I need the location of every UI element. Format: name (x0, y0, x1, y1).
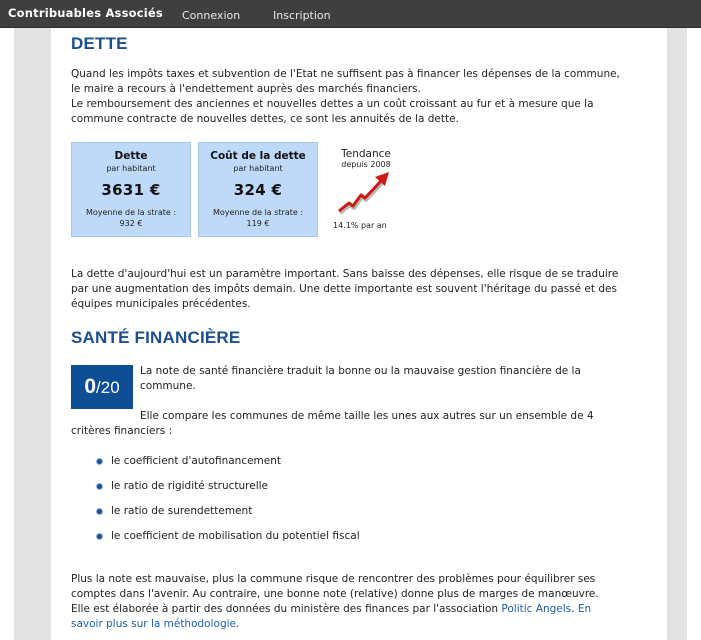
nav-connexion-link[interactable]: Connexion (182, 9, 241, 22)
card-title: Dette (114, 150, 148, 162)
dette-intro-line: Le remboursement des anciennes et nouvelles dettes a un coût croissant au fur et à mesure que la (71, 98, 594, 110)
dette-outro-line: par une augmentation des impôts demain. Une dette importante est souvent l'héritage du passé et des (71, 283, 617, 295)
bullet-icon (96, 508, 103, 515)
sante-compare-line2: critères financiers : (71, 425, 173, 437)
nav-inscription-link[interactable]: Inscription (273, 9, 331, 22)
dette-outro-line: équipes municipales précédentes. (71, 298, 251, 310)
card-subtitle: par habitant (233, 164, 283, 173)
footer-line: comptes dans l'avenir. Au contraire, une bonne note (relative) donne plus de marges de manœuvre. (71, 588, 599, 600)
score-value: 0 (84, 375, 97, 398)
footer-trailing: . (236, 618, 240, 630)
card-value: 324 € (233, 181, 283, 199)
dette-intro (71, 67, 661, 127)
tendance-subtitle: depuis 2008 (341, 160, 391, 169)
bullet-icon (96, 458, 103, 465)
footer-line: Elle est élaborée à partir des données du ministère des finances par l'association (71, 603, 502, 615)
footer-line-with-links (71, 602, 663, 617)
criteria-item: le ratio de surendettement (111, 505, 253, 517)
tendance-value: 14.1% par an (333, 221, 387, 230)
left-margin (0, 28, 14, 640)
methodology-link[interactable]: savoir plus sur la méthodologie (71, 618, 236, 630)
tendance-title: Tendance (341, 148, 391, 160)
bullet-icon (96, 483, 103, 490)
sante-desc-line: La note de santé financière traduit la bonne ou la mauvaise gestion financière de la (140, 365, 581, 377)
dette-outro-line: La dette d'aujourd'hui est un paramètre important. Sans baisse des dépenses, elle risque de se traduire (71, 268, 619, 280)
score-max: /20 (96, 378, 120, 397)
criteria-item: le ratio de rigidité structurelle (111, 480, 268, 492)
dette-intro-line: le maire a recours à l'endettement auprès des marchés financiers. (71, 83, 421, 95)
sante-description (140, 364, 660, 394)
methodology-link-part1[interactable]: En (577, 603, 592, 615)
right-margin (687, 28, 701, 640)
sante-footer (71, 572, 663, 632)
right-gutter (667, 28, 687, 640)
sante-desc-line: commune. (140, 380, 196, 392)
card-average-value: 932 € (119, 219, 143, 228)
card-title: Coût de la dette (210, 150, 306, 162)
score-badge (71, 365, 133, 409)
site-logo-text[interactable]: Contribuables Associés (8, 6, 163, 20)
card-value: 3631 € (101, 181, 161, 199)
section-title-dette: DETTE (71, 34, 128, 53)
sante-compare-line1: Elle compare les communes de même taille les unes aux autres sur un ensemble de 4 (140, 410, 594, 422)
criteria-item: le coefficient de mobilisation du potentiel fiscal (111, 530, 360, 542)
main-content (51, 28, 667, 640)
trend-up-arrow-icon (335, 169, 401, 215)
card-average-value: 119 € (246, 219, 270, 228)
dette-par-habitant-card (71, 142, 191, 237)
dette-intro-line: commune contracte de nouvelles dettes, ce sont les annuités de la dette. (71, 113, 459, 125)
section-title-sante: SANTÉ FINANCIÈRE (71, 328, 241, 347)
footer-line: Plus la note est mauvaise, plus la commune risque de rencontrer des problèmes pour équilibrer ses (71, 573, 596, 585)
card-average-label: Moyenne de la strate : (212, 208, 304, 217)
footer-line-link (71, 617, 663, 632)
footer-trailing: . (571, 603, 575, 615)
dette-outro (71, 267, 661, 312)
dette-intro-line: Quand les impôts taxes et subvention de l'Etat ne suffisent pas à financer les dépenses de la commune, (71, 68, 620, 80)
cout-dette-card (198, 142, 318, 237)
card-average-label: Moyenne de la strate : (85, 208, 177, 217)
card-subtitle: par habitant (106, 164, 156, 173)
top-navigation-bar (0, 0, 701, 28)
bullet-icon (96, 533, 103, 540)
tendance-block (326, 148, 406, 169)
politic-angels-link[interactable]: Politic Angels (501, 603, 572, 615)
left-gutter (14, 28, 51, 640)
criteria-item: le coefficient d'autofinancement (111, 455, 282, 467)
